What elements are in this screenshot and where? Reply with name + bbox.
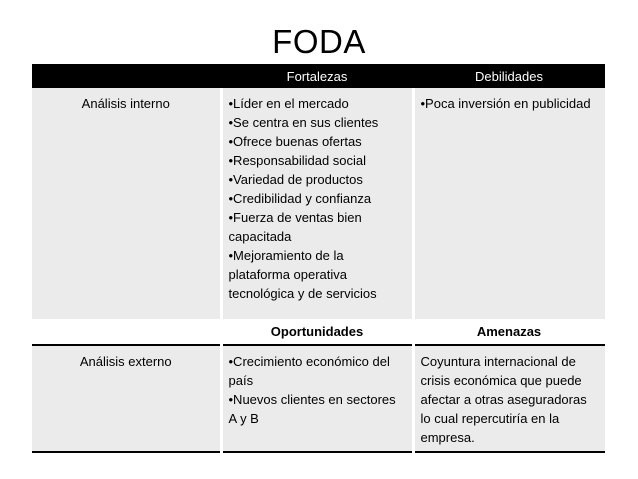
label-analisis-externo: Análisis externo xyxy=(32,345,221,452)
header-empty-cell xyxy=(32,319,221,345)
header-oportunidades: Oportunidades xyxy=(221,319,413,345)
header-empty-cell xyxy=(32,64,221,88)
list-item: •Líder en el mercado xyxy=(228,96,349,111)
header-fortalezas: Fortalezas xyxy=(221,64,413,88)
row-analisis-externo xyxy=(32,345,605,452)
list-item: Coyuntura internacional de crisis económica que puede afectar a otras aseguradoras lo cual repercutiría en la empresa. xyxy=(420,354,587,445)
header-row-top xyxy=(32,64,605,88)
list-item: •Mejoramiento de la plataforma operativa tecnológica y de servicios xyxy=(228,248,377,301)
list-item: •Se centra en sus clientes xyxy=(228,115,379,130)
oportunidades-list xyxy=(221,345,413,452)
foda-table xyxy=(32,64,605,453)
list-item: •Responsabilidad social xyxy=(228,153,367,168)
debilidades-list xyxy=(413,88,605,319)
list-item: •Nuevos clientes en sectores A y B xyxy=(228,392,396,426)
header-amenazas: Amenazas xyxy=(413,319,605,345)
list-item: •Poca inversión en publicidad xyxy=(420,96,591,111)
list-item: •Ofrece buenas ofertas xyxy=(228,134,362,149)
label-analisis-interno: Análisis interno xyxy=(32,88,221,319)
list-item: •Fuerza de ventas bien capacitada xyxy=(228,210,362,244)
header-debilidades: Debilidades xyxy=(413,64,605,88)
row-analisis-interno xyxy=(32,88,605,319)
list-item: •Variedad de productos xyxy=(228,172,363,187)
header-row-bottom xyxy=(32,319,605,345)
fortalezas-list xyxy=(221,88,413,319)
amenazas-list xyxy=(413,345,605,452)
list-item: •Crecimiento económico del país xyxy=(228,354,390,388)
list-item: •Credibilidad y confianza xyxy=(228,191,372,206)
slide-title: FODA xyxy=(272,23,366,60)
